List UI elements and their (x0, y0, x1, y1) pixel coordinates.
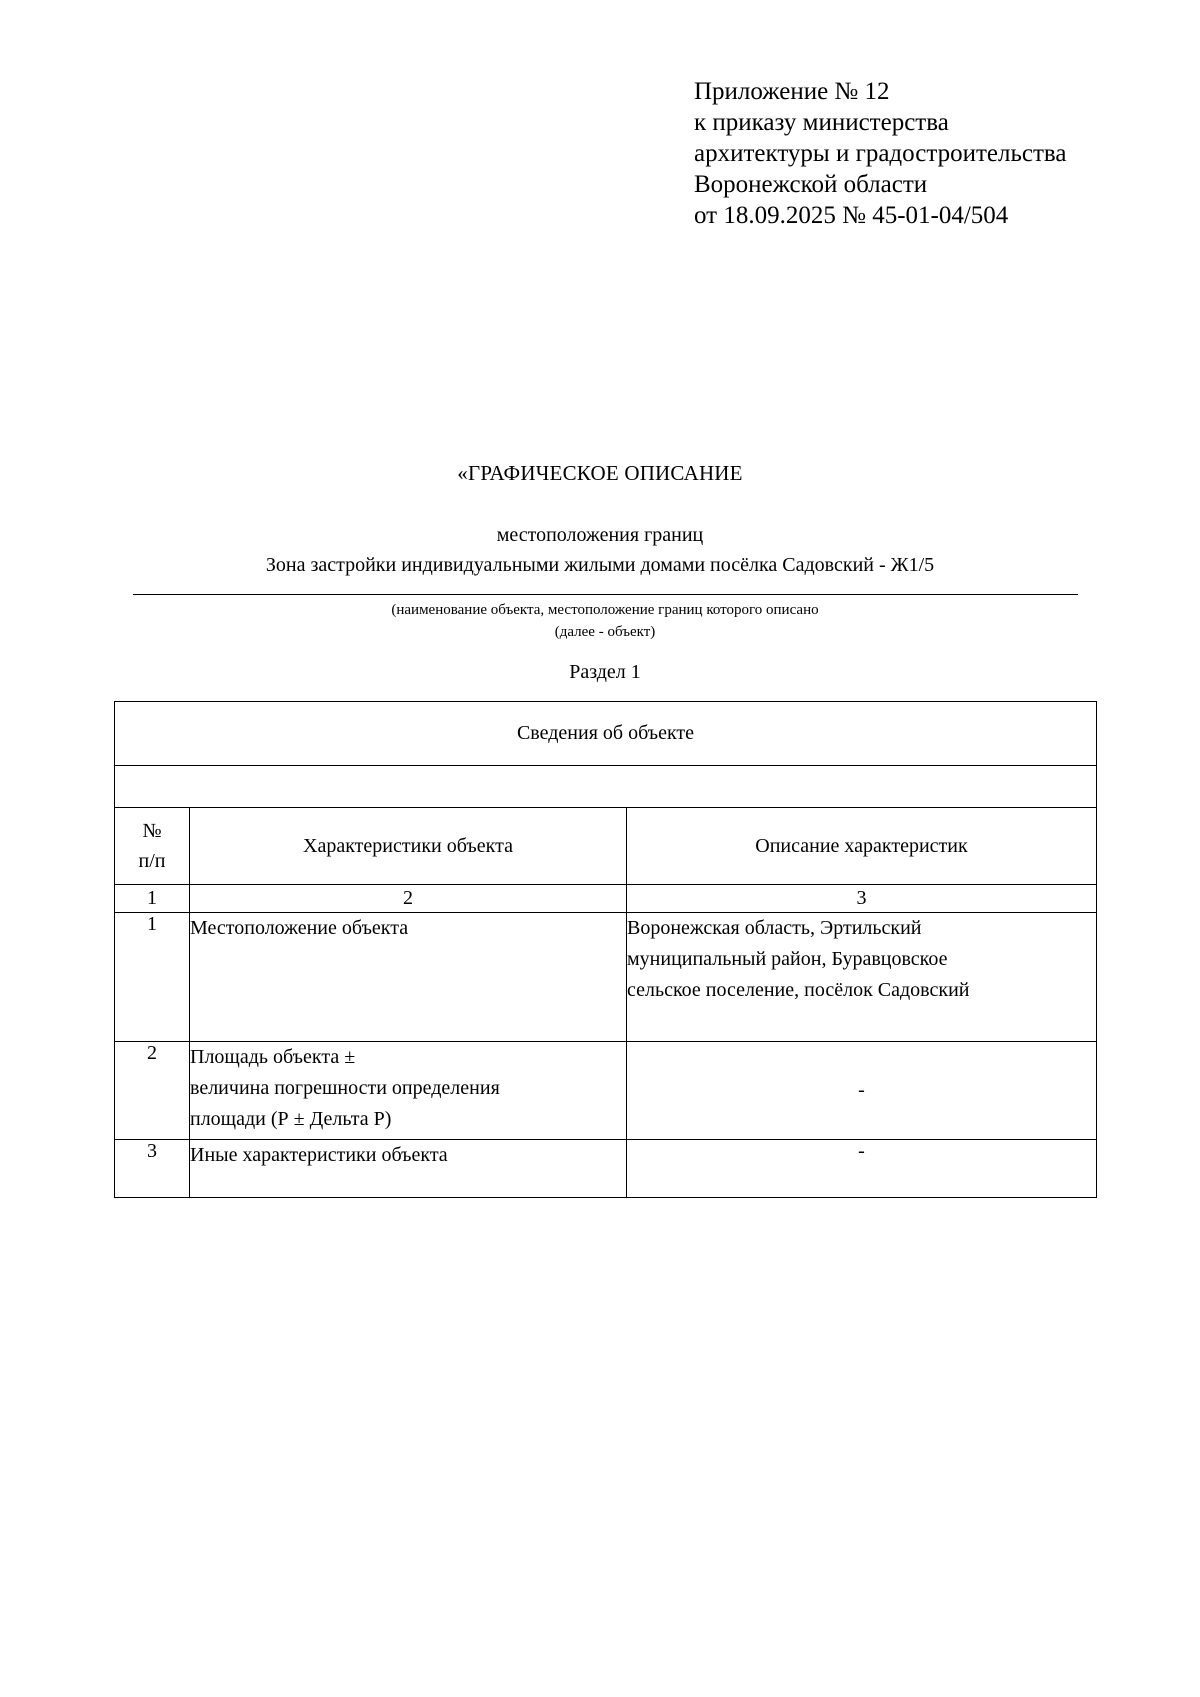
table-header-row (115, 808, 1097, 885)
object-name-caption (0, 599, 1200, 643)
object-name: Зона застройки индивидуальными жилыми домами посёлка Садовский - Ж1/5 (265, 554, 935, 576)
subtitle-block (0, 520, 1200, 580)
row-number: 2 (115, 1042, 190, 1140)
document-title: «ГРАФИЧЕСКОЕ ОПИСАНИЕ (457, 461, 743, 485)
characteristic-line: величина погрешности определения (190, 1077, 500, 1099)
empty-cell (115, 766, 1097, 808)
header-description: Описание характеристик (627, 808, 1097, 885)
characteristic-line: Местоположение объекта (190, 917, 409, 939)
appendix-line: архитектуры и градостроительства (694, 140, 1067, 167)
section-heading: Раздел 1 (569, 661, 641, 683)
row-characteristic (190, 1042, 627, 1140)
appendix-line: к приказу министерства (694, 109, 949, 136)
characteristic-line: Площадь объекта ± (190, 1046, 356, 1068)
appendix-reference (694, 76, 1066, 231)
column-number: 3 (627, 885, 1097, 913)
header-number (115, 808, 190, 885)
column-number-row (115, 885, 1097, 913)
appendix-line: от 18.09.2025 № 45-01-04/504 (694, 202, 1009, 229)
description-line: Воронежская область, Эртильский (627, 917, 922, 939)
row-number: 1 (115, 913, 190, 1042)
header-number-label: п/п (138, 850, 166, 872)
row-characteristic (190, 1140, 627, 1198)
column-number: 2 (190, 885, 627, 913)
header-number-symbol: № (142, 820, 162, 842)
table-row (115, 913, 1097, 1042)
description-line: муниципальный район, Буравцовское (627, 948, 948, 970)
table-row (115, 1140, 1097, 1198)
appendix-line: Воронежской области (694, 171, 928, 198)
caption-line: (наименование объекта, местоположение границ которого описано (391, 602, 819, 618)
object-name-underline (133, 594, 1078, 595)
table-row (115, 1042, 1097, 1140)
caption-line: (далее - объект) (554, 624, 656, 640)
column-number: 1 (115, 885, 190, 913)
table-caption-row (115, 702, 1097, 766)
header-characteristics: Характеристики объекта (190, 808, 627, 885)
row-description: - (627, 1140, 1097, 1198)
object-info-table (114, 701, 1097, 1198)
table-caption: Сведения об объекте (115, 702, 1097, 766)
row-description (627, 913, 1097, 1042)
row-characteristic (190, 913, 627, 1042)
characteristic-line: площади (Р ± Дельта Р) (190, 1108, 392, 1130)
row-description: - (627, 1042, 1097, 1140)
row-number: 3 (115, 1140, 190, 1198)
document-subtitle: местоположения границ (496, 524, 704, 546)
description-line: сельское поселение, посёлок Садовский (627, 979, 970, 1001)
characteristic-line: Иные характеристики объекта (190, 1144, 448, 1166)
appendix-line: Приложение № 12 (694, 78, 890, 105)
table-empty-row (115, 766, 1097, 808)
